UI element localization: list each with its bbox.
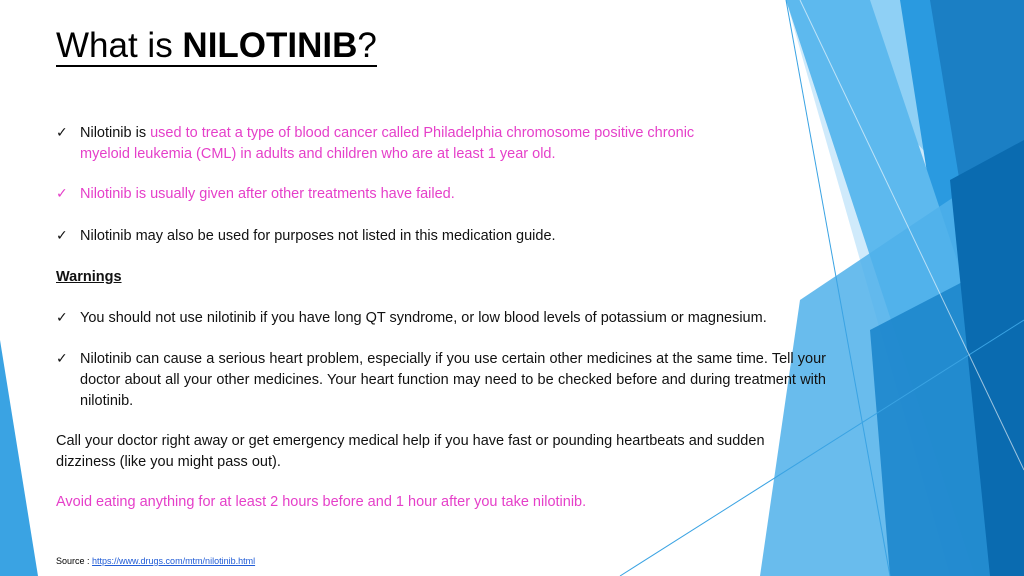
- warning-item: [56, 349, 826, 412]
- warning-text: You should not use nilotinib if you have long QT syndrome, or low blood levels of potassium or magnesium.: [80, 310, 767, 326]
- bullet-text: Nilotinib is: [80, 125, 151, 141]
- bullet-text: Nilotinib is usually given after other treatments have failed.: [80, 186, 455, 202]
- page-title: [56, 24, 377, 68]
- warning-item: [56, 308, 826, 329]
- bullet-item: [56, 123, 826, 165]
- source-citation: [56, 556, 255, 566]
- warnings-heading: Warnings: [56, 269, 122, 285]
- title-prefix: What is: [56, 26, 183, 65]
- bullet-text: Nilotinib may also be used for purposes not listed in this medication guide.: [80, 228, 556, 244]
- avoid-note: Avoid eating anything for at least 2 hours before and 1 hour after you take nilotinib.: [56, 494, 587, 510]
- bullet-item: [56, 184, 826, 205]
- checkmark-icon: ✓: [56, 350, 68, 366]
- checkmark-icon: ✓: [56, 309, 68, 325]
- source-label: Source :: [56, 556, 93, 566]
- checkmark-icon: ✓: [56, 227, 68, 243]
- bullet-highlight-cont: myeloid leukemia (CML) in adults and children who are at least 1 year old.: [80, 146, 556, 162]
- title-drug-name: NILOTINIB: [182, 26, 358, 65]
- title-suffix: ?: [357, 26, 377, 65]
- bullet-item: [56, 226, 826, 247]
- source-link[interactable]: https://www.drugs.com/mtm/nilotinib.html: [92, 556, 256, 566]
- checkmark-icon: ✓: [56, 185, 68, 201]
- checkmark-icon: ✓: [56, 124, 68, 140]
- bullet-highlight: used to treat a type of blood cancer called Philadelphia chromosome positive chronic: [150, 125, 695, 141]
- warning-text: Nilotinib can cause a serious heart problem, especially if you use certain other medicines at the same time. Tell your doctor about all your other medicines. Your heart function may need to be checked before and during treatment with nilotinib.: [80, 351, 826, 409]
- emergency-note: Call your doctor right away or get emergency medical help if you have fast or pounding heartbeats and sudden dizziness (like you might pass out).: [56, 433, 765, 470]
